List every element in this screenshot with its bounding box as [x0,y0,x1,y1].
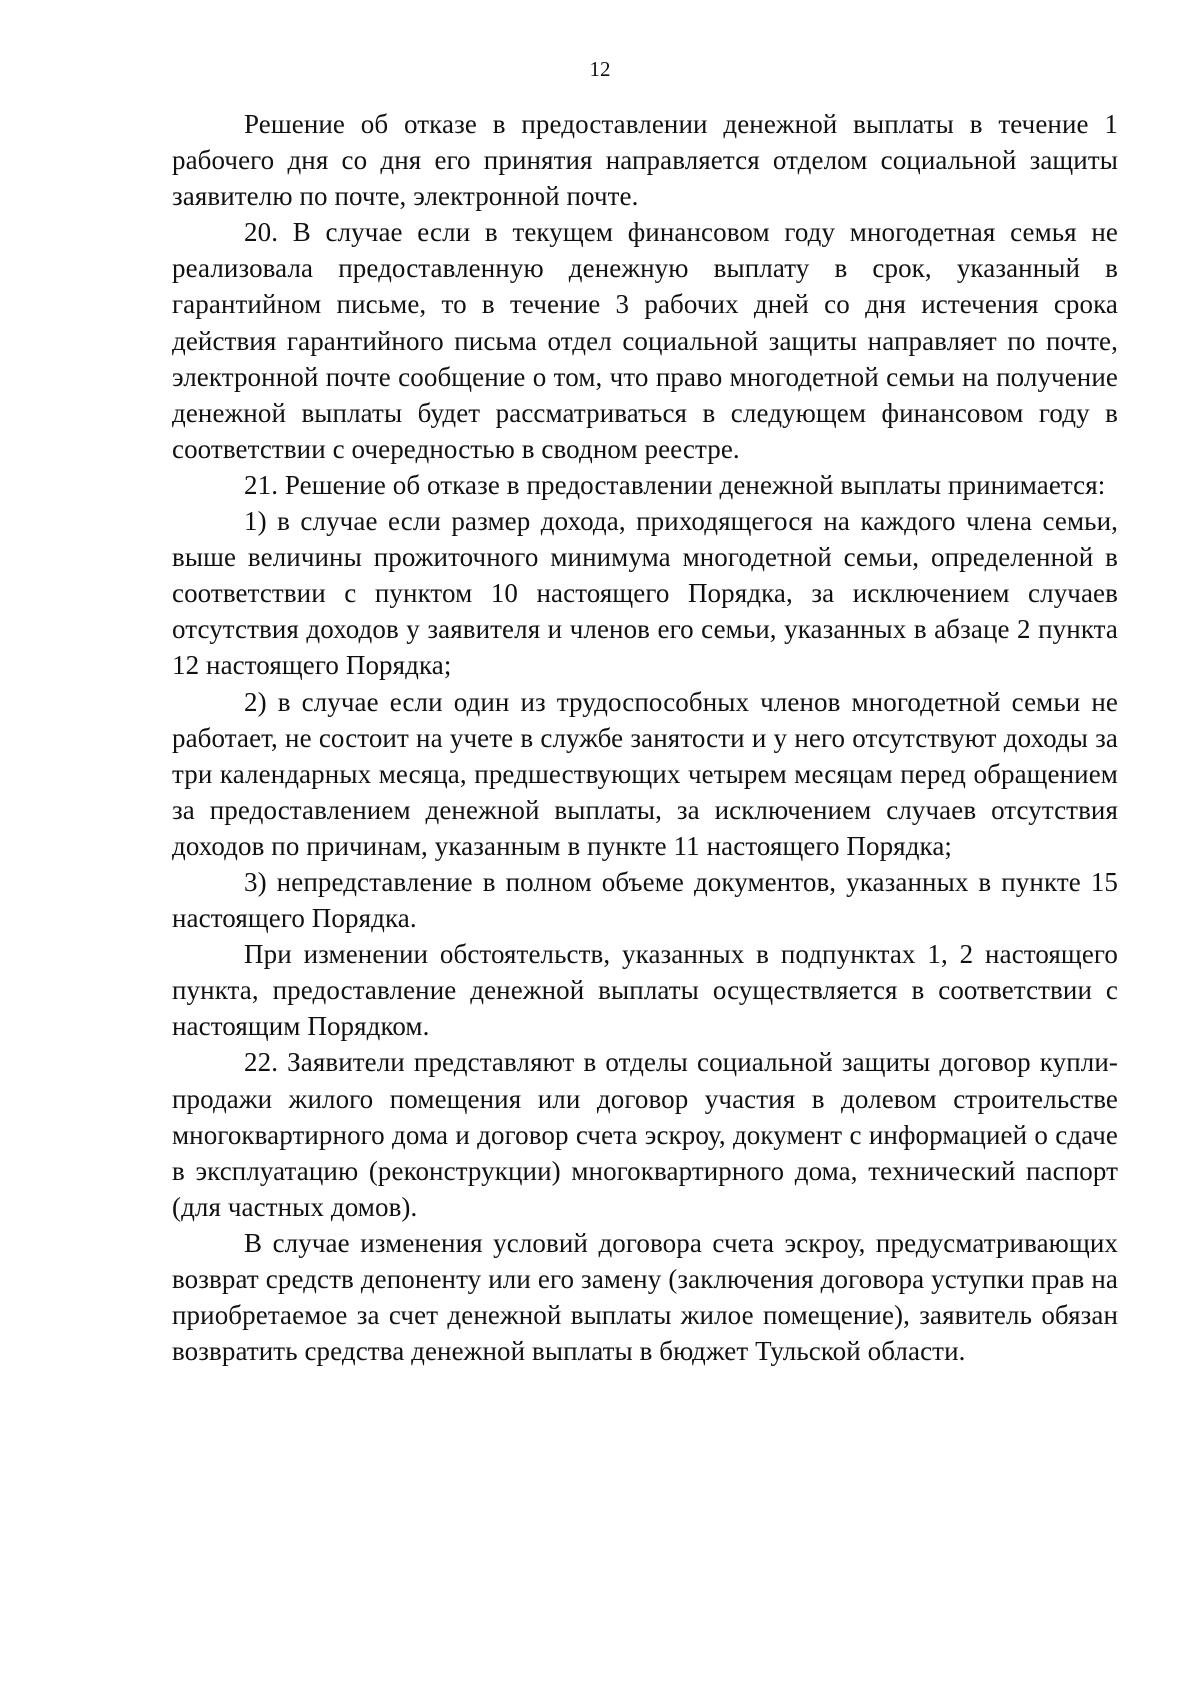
paragraph-circumstances-change: При изменении обстоятельств, указанных в подпунктах 1, 2 настоящего пункта, предоставление денежной выплаты осуществляется в соответствии с настоящим Порядком. [172,939,1118,1042]
paragraph-refusal-notice: Решение об отказе в предоставлении денежной выплаты в течение 1 рабочего дня со дня его принятия направляется отделом социальной защиты заявителю по почте, электронной почте. [172,109,1118,212]
page-number: 12 [589,57,611,81]
paragraph-item-20: 20. В случае если в текущем финансовом году многодетная семья не реализовала предоставленную денежную выплату в срок, указанный в гарантийном письме, то в течение 3 рабочих дней со дня истечения срока действия гарантийного письма отдел социальной защиты направляет по почте, электронной почте сообщение о том, что право многодетной семьи на получение денежной выплаты будет рассматриваться в следующем финансовом году в соответствии с очередностью в сводном реестре. [172,217,1118,464]
paragraph-item-22: 22. Заявители представляют в отделы социальной защиты договор купли-продажи жилого помещения или договор участия в долевом строительстве многоквартирного дома и договор счета эскроу, документ с информацией о сдаче в эксплуатацию (реконструкции) многоквартирного дома, технический паспорт (для частных домов). [172,1047,1118,1222]
paragraph-escrow-change: В случае изменения условий договора счета эскроу, предусматривающих возврат средств депоненту или его замену (заключения договора уступки прав на приобретаемое за счет денежной выплаты жилое помещение), заявитель обязан возвратить средства денежной выплаты в бюджет Тульской области. [172,1227,1118,1367]
paragraph-subitem-3: 3) непредставление в полном объеме документов, указанных в пункте 15 настоящего Порядка. [172,866,1118,934]
document-body [172,106,1118,1369]
paragraph-subitem-1: 1) в случае если размер дохода, приходящегося на каждого члена семьи, выше величины прожиточного минимума многодетной семьи, определенной в соответствии с пунктом 10 настоящего Порядка, за исключением случаев отсутствия доходов у заявителя и членов его семьи, указанных в абзаце 2 пункта 12 настоящего Порядка; [172,506,1118,681]
paragraph-subitem-2: 2) в случае если один из трудоспособных членов многодетной семьи не работает, не состоит на учете в службе занятости и у него отсутствуют доходы за три календарных месяца, предшествующих четырем месяцам перед обращением за предоставлением денежной выплаты, за исключением случаев отсутствия доходов по причинам, указанным в пункте 11 настоящего Порядка; [172,686,1118,861]
paragraph-item-21: 21. Решение об отказе в предоставлении денежной выплаты принимается: [244,469,1106,500]
